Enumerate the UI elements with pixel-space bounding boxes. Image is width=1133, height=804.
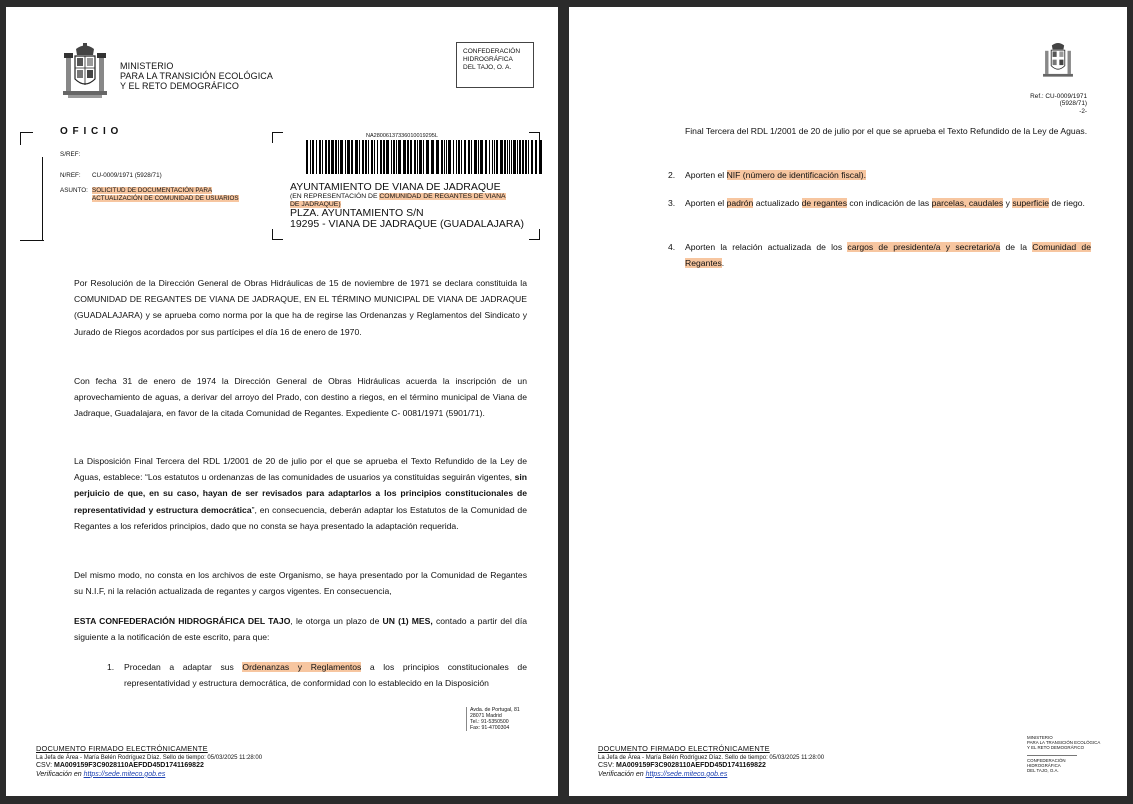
item-highlight: Ordenanzas bbox=[242, 662, 290, 672]
recipient-name: AYUNTAMIENTO DE VIANA DE JADRAQUE bbox=[290, 181, 501, 193]
list-item-1 bbox=[107, 659, 527, 691]
barcode-bar bbox=[371, 140, 373, 174]
barcode-bar bbox=[386, 140, 389, 174]
para3-bold: sin perjuicio de que, en su caso, hayan de ser revisados para adaptarlos a los principios constitucionales de representatividad y estructura democrática bbox=[74, 472, 527, 515]
confederation-line: HIDROGRÁFICA bbox=[463, 56, 513, 63]
signature-signer: La Jefa de Área - María Belén Rodríguez Díaz. Sello de tiempo: 05/03/2025 11:28:00 bbox=[36, 754, 263, 761]
list-number: 4. bbox=[668, 242, 676, 252]
verify-label: Verificación en bbox=[598, 770, 646, 778]
para5-text: contado a partir del día siguiente a la notificación de este escrito, para que: bbox=[74, 616, 527, 643]
barcode-bar bbox=[340, 140, 343, 174]
item-text: actualizado bbox=[753, 198, 802, 208]
barcode-bar bbox=[468, 140, 470, 174]
barcode-bar bbox=[414, 140, 416, 174]
asunto-highlight: SOLICITUD DE DOCUMENTACIÓN PARA ACTUALIZACIÓN DE COMUNIDAD DE USUARIOS bbox=[92, 187, 239, 202]
barcode-bar bbox=[519, 140, 521, 174]
frame-corner bbox=[20, 224, 44, 241]
paragraph-4: Del mismo modo, no consta en los archivos de este Organismo, se haya presentado por la Comunidad de Regantes su N.I.F, ni la relación actualizada de regantes y cargos vigentes. En consecuencia, bbox=[74, 570, 527, 597]
barcode-bar bbox=[522, 140, 524, 174]
csv-value: MA009159F3C9028110AEFDD45D1741169822 bbox=[616, 762, 766, 770]
frame-corner bbox=[272, 132, 283, 143]
representation-highlight: COMUNIDAD DE REGANTES DE VIANA DE JADRAQUE) bbox=[290, 193, 506, 208]
footer-conf-line: HIDROGRÁFICA bbox=[1027, 763, 1061, 768]
barcode-bar bbox=[431, 140, 434, 174]
verify-link[interactable]: https://sede.miteco.gob.es bbox=[83, 770, 166, 778]
barcode-bar bbox=[322, 140, 323, 174]
recipient-representation bbox=[290, 193, 510, 208]
verify-line bbox=[36, 771, 262, 780]
frame-corner bbox=[272, 229, 283, 240]
item-text: de la bbox=[1000, 242, 1033, 252]
item-text: Aporten la relación actualizada de los bbox=[685, 242, 848, 252]
signature-title: DOCUMENTO FIRMADO ELECTRÓNICAMENTE bbox=[36, 744, 208, 753]
barcode-bar bbox=[535, 140, 537, 174]
address-line: 28071 Madrid bbox=[470, 713, 502, 720]
item-text: con indicación de las bbox=[847, 198, 932, 208]
barcode-bar bbox=[380, 140, 382, 174]
barcode-bar bbox=[328, 140, 330, 174]
item-highlight: y bbox=[289, 662, 311, 672]
ministry-line: MINISTERIO bbox=[120, 61, 174, 71]
barcode-bar bbox=[391, 140, 392, 174]
footer-ministry-line: Y EL RETO DEMOGRÁFICO bbox=[1027, 745, 1085, 750]
barcode-bar bbox=[453, 140, 454, 174]
barcode-bar bbox=[446, 140, 447, 174]
page-number: -2- bbox=[1079, 107, 1087, 115]
barcode-bar bbox=[509, 140, 510, 174]
para5-bold: UN (1) MES, bbox=[382, 616, 433, 626]
list-number: 2. bbox=[668, 170, 676, 180]
asunto-label: ASUNTO: bbox=[60, 187, 88, 194]
coat-of-arms-logo bbox=[1041, 41, 1075, 81]
barcode-bar bbox=[335, 140, 337, 174]
address-line: Avda. de Portugal, 81 bbox=[470, 707, 520, 713]
nref-label: N/REF: bbox=[60, 172, 81, 179]
footer-ministry-line: PARA LA TRANSICIÓN ECOLÓGICA bbox=[1027, 740, 1101, 745]
ministry-name bbox=[120, 61, 273, 91]
csv-label: CSV: bbox=[598, 762, 617, 770]
list-item-3 bbox=[668, 195, 1091, 211]
barcode-bar bbox=[464, 140, 466, 174]
confederation-line: CONFEDERACIÓN bbox=[463, 48, 521, 55]
recipient-block bbox=[290, 182, 524, 230]
barcode-bar bbox=[507, 140, 508, 174]
barcode-bar bbox=[513, 140, 516, 174]
frame-corner bbox=[20, 132, 33, 145]
barcode-bar bbox=[461, 140, 462, 174]
para3-text: ”, en consecuencia, deberán adaptar los Estatutos de la Comunidad de Regantes a los referidos principios, dado que no consta se haya presentado la adaptación requerida. bbox=[74, 504, 527, 531]
item-highlight: padrón bbox=[726, 198, 754, 208]
barcode-bar bbox=[531, 140, 533, 174]
item-highlight: de regantes bbox=[801, 198, 847, 208]
para3-text: La Disposición Final Tercera del RDL 1/2001 de 20 de julio por el que se aprueba el Texto Refundido de la Ley de Aguas, establece: “Los estatutos u ordenanzas de las comunidades de usuarios ya constituidas seguirán vigentes, bbox=[74, 456, 527, 483]
paragraph-1: Por Resolución de la Dirección General de Obras Hidráulicas de 15 de noviembre de 1971 se declara constituida la COMUNIDAD DE REGANTES DE VIANA DE JADRAQUE, EN EL TÉRMINO MUNICIPAL DE VIANA DE JADRAQUE (GUADALAJARA) y se aprueba como norma por la que ha de regirse las Ordenanzas y Reglamentos del Sindicato y Jurado de Riegos acordados por sus partícipes el día 16 de enero de 1970. bbox=[74, 278, 527, 337]
nref-value: CU-0009/1971 (5928/71) bbox=[92, 172, 162, 179]
barcode-bar bbox=[365, 140, 367, 174]
signature-signer: La Jefa de Área - María Belén Rodríguez Díaz. Sello de tiempo: 05/03/2025 11:28:00 bbox=[598, 754, 825, 761]
representation-prefix: (EN REPRESENTACIÓN DE bbox=[290, 193, 380, 200]
barcode-bar bbox=[310, 140, 311, 174]
address-line: Fax: 91-4700304 bbox=[470, 725, 510, 732]
item-highlight: superficie bbox=[1012, 198, 1050, 208]
paragraph-2: Con fecha 31 de enero de 1974 la Dirección General de Obras Hidráulicas acuerda la inscripción de un aprovechamiento de aguas, a derivar del arroyo del Prado, con destino a riegos, en el término municipal de Viana de Jadraque, Guadalajara, en favor de la citada Comunidad de Regantes. Expediente C- 0081/1971 (5901/71). bbox=[74, 376, 527, 419]
barcode-bar bbox=[312, 140, 314, 174]
barcode-bar bbox=[436, 140, 439, 174]
barcode-bar bbox=[458, 140, 460, 174]
coat-of-arms-logo bbox=[60, 43, 110, 101]
barcode-bar bbox=[528, 140, 529, 174]
ref-line: Ref.: CU-0009/1971 bbox=[1030, 93, 1087, 100]
item-text: Procedan a adaptar sus bbox=[124, 662, 243, 672]
barcode-bar bbox=[525, 140, 527, 174]
document-page-2 bbox=[569, 7, 1127, 796]
barcode-bar bbox=[511, 140, 512, 174]
ministry-line: Y EL RETO DEMOGRÁFICO bbox=[120, 81, 239, 91]
barcode-bar bbox=[444, 140, 445, 174]
list-item-2 bbox=[668, 167, 1091, 183]
barcode-bar bbox=[423, 140, 424, 174]
footer-ministry bbox=[1027, 735, 1100, 750]
barcode-bar bbox=[492, 140, 493, 174]
barcode-bar bbox=[325, 140, 327, 174]
barcode-bar bbox=[398, 140, 401, 174]
item-highlight: parcelas, caudales bbox=[931, 198, 1004, 208]
item-text: y bbox=[1003, 198, 1013, 208]
confederation-box bbox=[456, 42, 534, 88]
barcode-bar bbox=[316, 140, 317, 174]
barcode-bar bbox=[368, 140, 369, 174]
barcode-bar bbox=[355, 140, 358, 174]
item-highlight: Comunidad de Regantes bbox=[685, 242, 1091, 269]
para5-bold: ESTA CONFEDERACIÓN HIDROGRÁFICA DEL TAJO bbox=[74, 616, 291, 626]
barcode-bar bbox=[419, 140, 422, 174]
barcode-bar bbox=[456, 140, 457, 174]
verify-link[interactable]: https://sede.miteco.gob.es bbox=[645, 770, 728, 778]
item-text: a los principios constitucionales de representatividad y estructura democrática, de conformidad con lo establecido en la Disposición bbox=[124, 662, 527, 689]
item-text: Aporten el bbox=[685, 170, 727, 180]
barcode-bar bbox=[374, 140, 375, 174]
barcode-bar bbox=[471, 140, 472, 174]
barcode-bar bbox=[478, 140, 479, 174]
barcode-bar bbox=[504, 140, 506, 174]
item-highlight: NIF (número de identificación fiscal). bbox=[726, 170, 867, 180]
barcode-bar bbox=[319, 140, 321, 174]
barcode-bar bbox=[306, 140, 308, 174]
oficio-title: O F I C I O bbox=[60, 126, 120, 137]
barcode-bar bbox=[500, 140, 503, 174]
frame-line bbox=[42, 157, 44, 240]
barcode-bar bbox=[426, 140, 429, 174]
barcode-bar bbox=[496, 140, 498, 174]
recipient-address: PLZA. AYUNTAMIENTO S/N bbox=[290, 207, 424, 219]
recipient-address: 19295 - VIANA DE JADRAQUE (GUADALAJARA) bbox=[290, 218, 524, 230]
barcode-bar bbox=[396, 140, 397, 174]
csv-line bbox=[598, 762, 824, 771]
barcode-bar bbox=[345, 140, 346, 174]
document-page-1 bbox=[6, 7, 558, 796]
sref-label: S/REF: bbox=[60, 151, 81, 158]
barcode-bar bbox=[377, 140, 378, 174]
csv-label: CSV: bbox=[36, 762, 55, 770]
para5-text: , le otorga un plazo de bbox=[290, 616, 383, 626]
item-text: . bbox=[721, 258, 725, 269]
footer-ministry-line: MINISTERIO bbox=[1027, 735, 1053, 740]
barcode-bar bbox=[331, 140, 334, 174]
asunto-value bbox=[92, 187, 242, 203]
verify-line bbox=[598, 771, 824, 780]
item-text: Aporten el bbox=[685, 198, 727, 208]
barcode-bar bbox=[517, 140, 518, 174]
barcode-bar bbox=[410, 140, 412, 174]
barcode-bar bbox=[362, 140, 364, 174]
barcode bbox=[304, 140, 544, 174]
paragraph-5 bbox=[74, 613, 527, 645]
page-reference bbox=[969, 93, 1087, 115]
barcode-bar bbox=[359, 140, 360, 174]
item-highlight: Reglamentos bbox=[310, 662, 362, 672]
frame-corner bbox=[529, 229, 540, 240]
list-number: 1. bbox=[107, 662, 115, 672]
barcode-bar bbox=[351, 140, 353, 174]
item-highlight: cargos de presidente/a y secretario/a bbox=[847, 242, 1001, 252]
barcode-bar bbox=[383, 140, 385, 174]
signature-block bbox=[36, 745, 262, 779]
continued-text: Final Tercera del RDL 1/2001 de 20 de julio por el que se aprueba el Texto Refundido de la Ley de Aguas. bbox=[685, 126, 1088, 136]
footer-conf-line: DEL TAJO, O.A. bbox=[1027, 768, 1059, 773]
barcode-bar bbox=[448, 140, 451, 174]
item-text: de riego. bbox=[1049, 198, 1085, 208]
barcode-bar bbox=[407, 140, 409, 174]
barcode-bar bbox=[441, 140, 443, 174]
barcode-bar bbox=[494, 140, 495, 174]
barcode-bar bbox=[403, 140, 406, 174]
footer-conf-line: CONFEDERACIÓN bbox=[1027, 758, 1066, 763]
barcode-bar bbox=[417, 140, 418, 174]
footer-address bbox=[466, 707, 520, 731]
barcode-bar bbox=[485, 140, 487, 174]
signature-block bbox=[598, 745, 824, 779]
barcode-bar bbox=[347, 140, 350, 174]
list-number: 3. bbox=[668, 198, 676, 208]
signature-title: DOCUMENTO FIRMADO ELECTRÓNICAMENTE bbox=[598, 744, 770, 753]
ministry-line: PARA LA TRANSICIÓN ECOLÓGICA bbox=[120, 71, 274, 81]
csv-line bbox=[36, 762, 262, 771]
barcode-bar bbox=[480, 140, 483, 174]
barcode-bar bbox=[393, 140, 395, 174]
csv-value: MA009159F3C9028110AEFDD45D1741169822 bbox=[54, 762, 204, 770]
address-line: Tel.: 91-5350500 bbox=[470, 719, 509, 726]
verify-label: Verificación en bbox=[36, 770, 84, 778]
barcode-bar bbox=[489, 140, 490, 174]
barcode-bar bbox=[474, 140, 477, 174]
ref-line: (5928/71) bbox=[1059, 100, 1087, 108]
barcode-bar bbox=[338, 140, 339, 174]
footer-confederation bbox=[1027, 755, 1077, 773]
list-item-4 bbox=[668, 239, 1091, 271]
paragraph-3 bbox=[74, 453, 527, 534]
barcode-number: NA28006137336010019295L bbox=[366, 133, 438, 139]
confederation-line: DEL TAJO, O. A. bbox=[463, 64, 512, 71]
barcode-bar bbox=[539, 140, 542, 174]
